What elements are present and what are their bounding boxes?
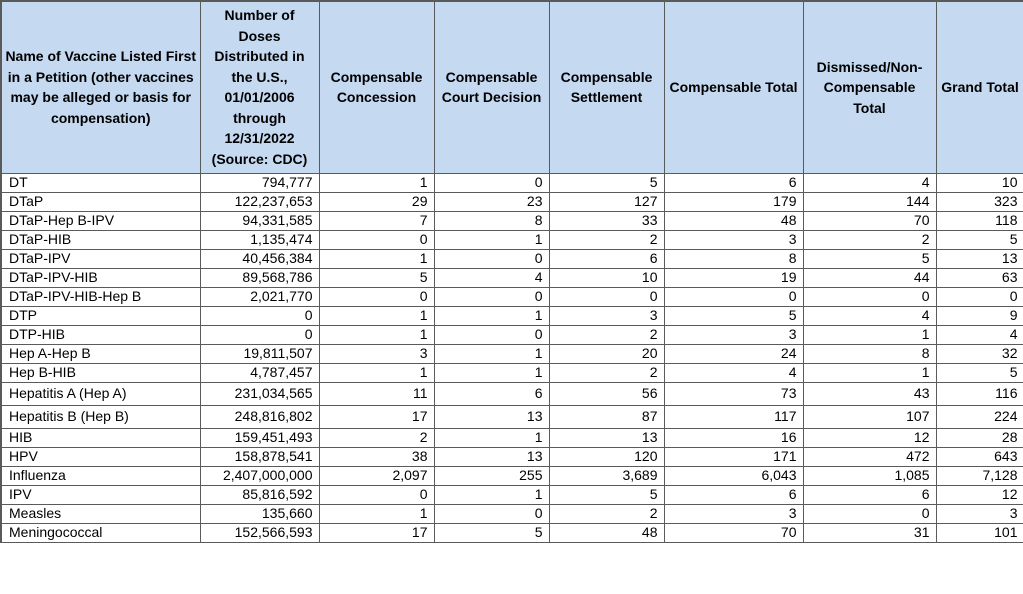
table-row <box>1 363 1023 382</box>
cell-compensable-settlement: 3 <box>549 306 664 325</box>
cell-grand-total: 5 <box>936 363 1023 382</box>
cell-dismissed-total: 43 <box>803 382 936 405</box>
cell-compensable-court-decision: 1 <box>434 306 549 325</box>
cell-compensable-concession: 1 <box>319 249 434 268</box>
table-row <box>1 268 1023 287</box>
cell-doses-distributed: 159,451,493 <box>200 428 319 447</box>
cell-grand-total: 28 <box>936 428 1023 447</box>
cell-vaccine-name: DTaP-Hep B-IPV <box>1 211 200 230</box>
cell-compensable-settlement: 87 <box>549 405 664 428</box>
cell-vaccine-name: Measles <box>1 504 200 523</box>
cell-doses-distributed: 122,237,653 <box>200 192 319 211</box>
cell-compensable-concession: 38 <box>319 447 434 466</box>
cell-doses-distributed: 85,816,592 <box>200 485 319 504</box>
cell-compensable-settlement: 2 <box>549 504 664 523</box>
cell-compensable-concession: 5 <box>319 268 434 287</box>
cell-dismissed-total: 107 <box>803 405 936 428</box>
header-compensable-total: Compensable Total <box>664 1 803 173</box>
cell-compensable-concession: 11 <box>319 382 434 405</box>
cell-compensable-court-decision: 8 <box>434 211 549 230</box>
table-row <box>1 173 1023 192</box>
cell-vaccine-name: DTaP-IPV-HIB-Hep B <box>1 287 200 306</box>
cell-dismissed-total: 31 <box>803 523 936 542</box>
table-row <box>1 306 1023 325</box>
cell-grand-total: 7,128 <box>936 466 1023 485</box>
cell-compensable-court-decision: 13 <box>434 447 549 466</box>
cell-vaccine-name: DTP-HIB <box>1 325 200 344</box>
table-row <box>1 466 1023 485</box>
cell-dismissed-total: 2 <box>803 230 936 249</box>
cell-compensable-total: 5 <box>664 306 803 325</box>
cell-compensable-settlement: 6 <box>549 249 664 268</box>
cell-compensable-court-decision: 0 <box>434 249 549 268</box>
header-doses-distributed: Number of Doses Distributed in the U.S., 01/01/2006 through 12/31/2022 (Source: CDC) <box>200 1 319 173</box>
cell-compensable-total: 4 <box>664 363 803 382</box>
cell-compensable-court-decision: 0 <box>434 173 549 192</box>
cell-grand-total: 643 <box>936 447 1023 466</box>
cell-grand-total: 101 <box>936 523 1023 542</box>
cell-compensable-settlement: 20 <box>549 344 664 363</box>
cell-dismissed-total: 1,085 <box>803 466 936 485</box>
cell-dismissed-total: 0 <box>803 287 936 306</box>
cell-grand-total: 13 <box>936 249 1023 268</box>
cell-compensable-court-decision: 0 <box>434 325 549 344</box>
header-dismissed-total: Dismissed/Non-Compensable Total <box>803 1 936 173</box>
cell-compensable-settlement: 10 <box>549 268 664 287</box>
cell-doses-distributed: 135,660 <box>200 504 319 523</box>
cell-vaccine-name: Hepatitis A (Hep A) <box>1 382 200 405</box>
cell-vaccine-name: Influenza <box>1 466 200 485</box>
cell-grand-total: 3 <box>936 504 1023 523</box>
cell-doses-distributed: 0 <box>200 325 319 344</box>
cell-compensable-concession: 2,097 <box>319 466 434 485</box>
table-row <box>1 447 1023 466</box>
header-row <box>1 1 1023 173</box>
table-row <box>1 230 1023 249</box>
cell-dismissed-total: 4 <box>803 306 936 325</box>
cell-compensable-concession: 1 <box>319 504 434 523</box>
cell-compensable-court-decision: 1 <box>434 230 549 249</box>
cell-doses-distributed: 4,787,457 <box>200 363 319 382</box>
cell-compensable-settlement: 2 <box>549 363 664 382</box>
table-row <box>1 504 1023 523</box>
table-row <box>1 325 1023 344</box>
table-row <box>1 249 1023 268</box>
cell-dismissed-total: 6 <box>803 485 936 504</box>
cell-vaccine-name: Hep A-Hep B <box>1 344 200 363</box>
cell-vaccine-name: IPV <box>1 485 200 504</box>
cell-grand-total: 323 <box>936 192 1023 211</box>
cell-dismissed-total: 1 <box>803 363 936 382</box>
cell-vaccine-name: Meningococcal <box>1 523 200 542</box>
header-grand-total: Grand Total <box>936 1 1023 173</box>
cell-compensable-concession: 1 <box>319 306 434 325</box>
cell-compensable-concession: 3 <box>319 344 434 363</box>
cell-doses-distributed: 94,331,585 <box>200 211 319 230</box>
cell-compensable-total: 3 <box>664 230 803 249</box>
cell-compensable-total: 6,043 <box>664 466 803 485</box>
cell-compensable-concession: 1 <box>319 173 434 192</box>
cell-dismissed-total: 0 <box>803 504 936 523</box>
cell-vaccine-name: DTaP-IPV-HIB <box>1 268 200 287</box>
cell-compensable-total: 70 <box>664 523 803 542</box>
cell-compensable-total: 16 <box>664 428 803 447</box>
cell-grand-total: 32 <box>936 344 1023 363</box>
cell-dismissed-total: 4 <box>803 173 936 192</box>
header-compensable-concession: Compensable Concession <box>319 1 434 173</box>
header-compensable-court-decision: Compensable Court Decision <box>434 1 549 173</box>
cell-doses-distributed: 2,407,000,000 <box>200 466 319 485</box>
cell-compensable-court-decision: 1 <box>434 428 549 447</box>
table-body <box>1 173 1023 542</box>
cell-doses-distributed: 248,816,802 <box>200 405 319 428</box>
cell-dismissed-total: 8 <box>803 344 936 363</box>
cell-doses-distributed: 19,811,507 <box>200 344 319 363</box>
cell-compensable-settlement: 3,689 <box>549 466 664 485</box>
cell-compensable-total: 3 <box>664 504 803 523</box>
cell-dismissed-total: 1 <box>803 325 936 344</box>
cell-dismissed-total: 472 <box>803 447 936 466</box>
cell-compensable-court-decision: 1 <box>434 363 549 382</box>
cell-dismissed-total: 12 <box>803 428 936 447</box>
cell-dismissed-total: 5 <box>803 249 936 268</box>
cell-compensable-total: 171 <box>664 447 803 466</box>
cell-compensable-concession: 1 <box>319 325 434 344</box>
table-row <box>1 287 1023 306</box>
table-row <box>1 405 1023 428</box>
cell-compensable-settlement: 48 <box>549 523 664 542</box>
cell-compensable-court-decision: 23 <box>434 192 549 211</box>
table-row <box>1 485 1023 504</box>
cell-compensable-total: 24 <box>664 344 803 363</box>
cell-compensable-court-decision: 1 <box>434 485 549 504</box>
cell-compensable-concession: 0 <box>319 485 434 504</box>
cell-vaccine-name: HIB <box>1 428 200 447</box>
cell-doses-distributed: 1,135,474 <box>200 230 319 249</box>
cell-doses-distributed: 0 <box>200 306 319 325</box>
header-vaccine-name: Name of Vaccine Listed First in a Petition (other vaccines may be alleged or basis for compensation) <box>1 1 200 173</box>
cell-compensable-settlement: 2 <box>549 230 664 249</box>
cell-dismissed-total: 44 <box>803 268 936 287</box>
cell-vaccine-name: DTaP-HIB <box>1 230 200 249</box>
cell-compensable-total: 8 <box>664 249 803 268</box>
cell-compensable-total: 3 <box>664 325 803 344</box>
cell-dismissed-total: 70 <box>803 211 936 230</box>
cell-compensable-total: 0 <box>664 287 803 306</box>
cell-compensable-court-decision: 0 <box>434 287 549 306</box>
cell-compensable-settlement: 56 <box>549 382 664 405</box>
cell-compensable-settlement: 13 <box>549 428 664 447</box>
cell-doses-distributed: 2,021,770 <box>200 287 319 306</box>
cell-compensable-court-decision: 4 <box>434 268 549 287</box>
table-row <box>1 382 1023 405</box>
cell-compensable-settlement: 33 <box>549 211 664 230</box>
cell-compensable-concession: 7 <box>319 211 434 230</box>
cell-compensable-court-decision: 13 <box>434 405 549 428</box>
cell-compensable-total: 48 <box>664 211 803 230</box>
cell-grand-total: 0 <box>936 287 1023 306</box>
cell-compensable-concession: 17 <box>319 405 434 428</box>
cell-vaccine-name: Hep B-HIB <box>1 363 200 382</box>
cell-dismissed-total: 144 <box>803 192 936 211</box>
cell-compensable-total: 179 <box>664 192 803 211</box>
cell-grand-total: 4 <box>936 325 1023 344</box>
cell-grand-total: 116 <box>936 382 1023 405</box>
cell-grand-total: 63 <box>936 268 1023 287</box>
cell-grand-total: 118 <box>936 211 1023 230</box>
cell-doses-distributed: 231,034,565 <box>200 382 319 405</box>
cell-vaccine-name: DTaP-IPV <box>1 249 200 268</box>
table-row <box>1 211 1023 230</box>
cell-compensable-court-decision: 255 <box>434 466 549 485</box>
cell-compensable-court-decision: 6 <box>434 382 549 405</box>
cell-compensable-court-decision: 0 <box>434 504 549 523</box>
cell-grand-total: 12 <box>936 485 1023 504</box>
cell-compensable-total: 19 <box>664 268 803 287</box>
cell-compensable-total: 117 <box>664 405 803 428</box>
cell-grand-total: 9 <box>936 306 1023 325</box>
cell-compensable-settlement: 5 <box>549 485 664 504</box>
cell-compensable-settlement: 127 <box>549 192 664 211</box>
cell-doses-distributed: 152,566,593 <box>200 523 319 542</box>
cell-compensable-court-decision: 5 <box>434 523 549 542</box>
cell-vaccine-name: DTaP <box>1 192 200 211</box>
cell-doses-distributed: 794,777 <box>200 173 319 192</box>
cell-doses-distributed: 40,456,384 <box>200 249 319 268</box>
cell-compensable-total: 73 <box>664 382 803 405</box>
cell-grand-total: 224 <box>936 405 1023 428</box>
cell-vaccine-name: Hepatitis B (Hep B) <box>1 405 200 428</box>
cell-compensable-concession: 0 <box>319 287 434 306</box>
cell-vaccine-name: HPV <box>1 447 200 466</box>
table-row <box>1 523 1023 542</box>
table-row <box>1 344 1023 363</box>
cell-doses-distributed: 158,878,541 <box>200 447 319 466</box>
table-row <box>1 192 1023 211</box>
cell-compensable-settlement: 2 <box>549 325 664 344</box>
cell-compensable-total: 6 <box>664 485 803 504</box>
cell-compensable-concession: 0 <box>319 230 434 249</box>
cell-compensable-concession: 17 <box>319 523 434 542</box>
cell-compensable-settlement: 5 <box>549 173 664 192</box>
cell-doses-distributed: 89,568,786 <box>200 268 319 287</box>
cell-compensable-concession: 1 <box>319 363 434 382</box>
cell-compensable-settlement: 120 <box>549 447 664 466</box>
cell-vaccine-name: DTP <box>1 306 200 325</box>
cell-grand-total: 10 <box>936 173 1023 192</box>
cell-compensable-concession: 2 <box>319 428 434 447</box>
cell-compensable-court-decision: 1 <box>434 344 549 363</box>
header-compensable-settlement: Compensable Settlement <box>549 1 664 173</box>
cell-compensable-concession: 29 <box>319 192 434 211</box>
cell-vaccine-name: DT <box>1 173 200 192</box>
cell-compensable-total: 6 <box>664 173 803 192</box>
cell-grand-total: 5 <box>936 230 1023 249</box>
cell-compensable-settlement: 0 <box>549 287 664 306</box>
table-row <box>1 428 1023 447</box>
